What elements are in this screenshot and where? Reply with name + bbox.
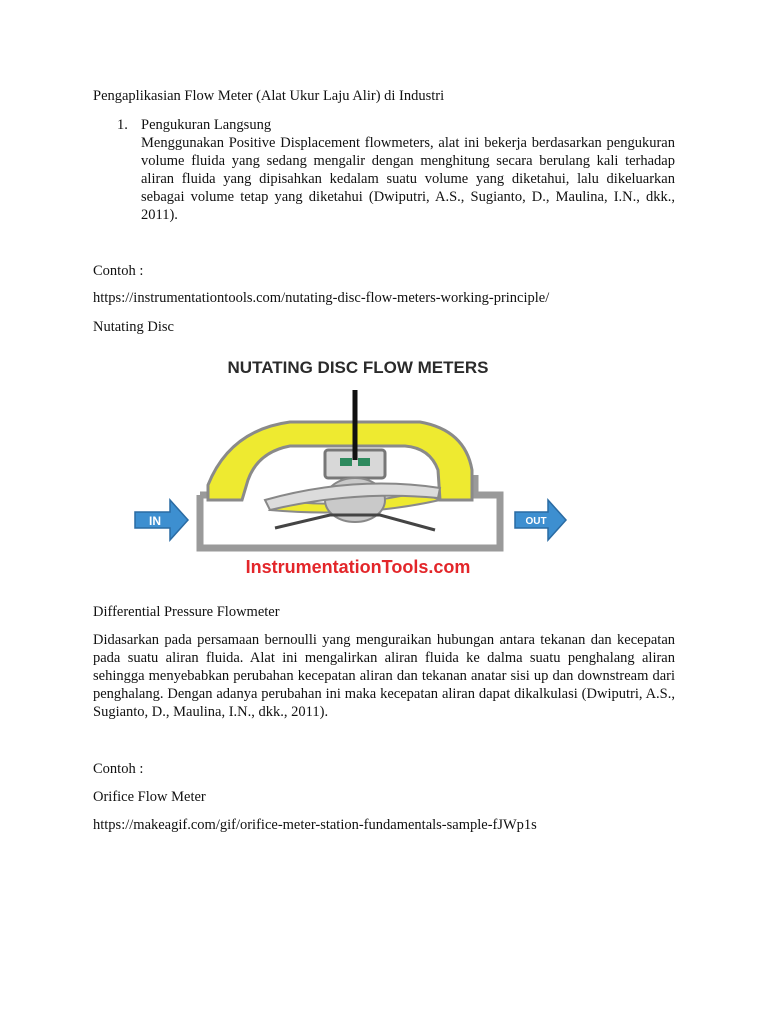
example-url-link[interactable]: https://instrumentationtools.com/nutating-disc-flow-meters-working-principle/ [93,290,550,306]
brand-watermark [246,557,471,577]
document-title: Pengaplikasian Flow Meter (Alat Ukur Laju Alir) di Industri [93,88,445,104]
example-label-2: Contoh : [93,761,144,777]
in-arrow [135,500,188,540]
out-arrow [515,500,566,540]
section-title: Differential Pressure Flowmeter [93,604,280,620]
section-body-paragraph: Didasarkan pada persamaan bernoulli yang menguraikan hubungan antara tekanan dan kecepatan pada suatu aliran fluida. Alat ini mengalirkan aliran fluida ke dalma suatu penghalang aliran sehingga menyebabkan perubahan kecepatan aliran dan tekanan anatar sisi up dan downstream dari penghalang. Dengan adanya perubahan ini maka kecepatan aliran dapat dikalkulasi (Dwiputri, A.S., Sugianto, D., Maulina, I.N., dkk., 2011). [93,632,675,720]
example-name: Nutating Disc [93,319,174,335]
list-number: 1. [117,117,128,133]
brand-rest: umentationTools.com [284,557,471,577]
example-label: Contoh : [93,263,144,279]
out-label: OUT [525,516,547,527]
diagram-title: NUTATING DISC FLOW METERS [227,358,489,377]
in-label: IN [149,514,161,528]
example-url-link-2[interactable]: https://makeagif.com/gif/orifice-meter-station-fundamentals-sample-fJWp1s [93,817,537,833]
brand-prefix: Instr [245,557,285,577]
nutating-disc-diagram [120,350,580,585]
list-heading: Pengukuran Langsung [141,117,272,133]
list-body-paragraph: Menggunakan Positive Displacement flowmeters, alat ini bekerja berdasarkan pengukuran volume fluida yang sedang mengalir dengan menghitung secara berulang kali terhadap aliran fluida yang dipisahkan kedalam suatu volume yang diketahui, lalu dikeluarkan sebagai volume tetap yang diketahui (Dwiputri, A.S., Sugianto, D., Maulina, I.N., dkk., 2011). [141,135,675,223]
example-name-2: Orifice Flow Meter [93,789,206,805]
